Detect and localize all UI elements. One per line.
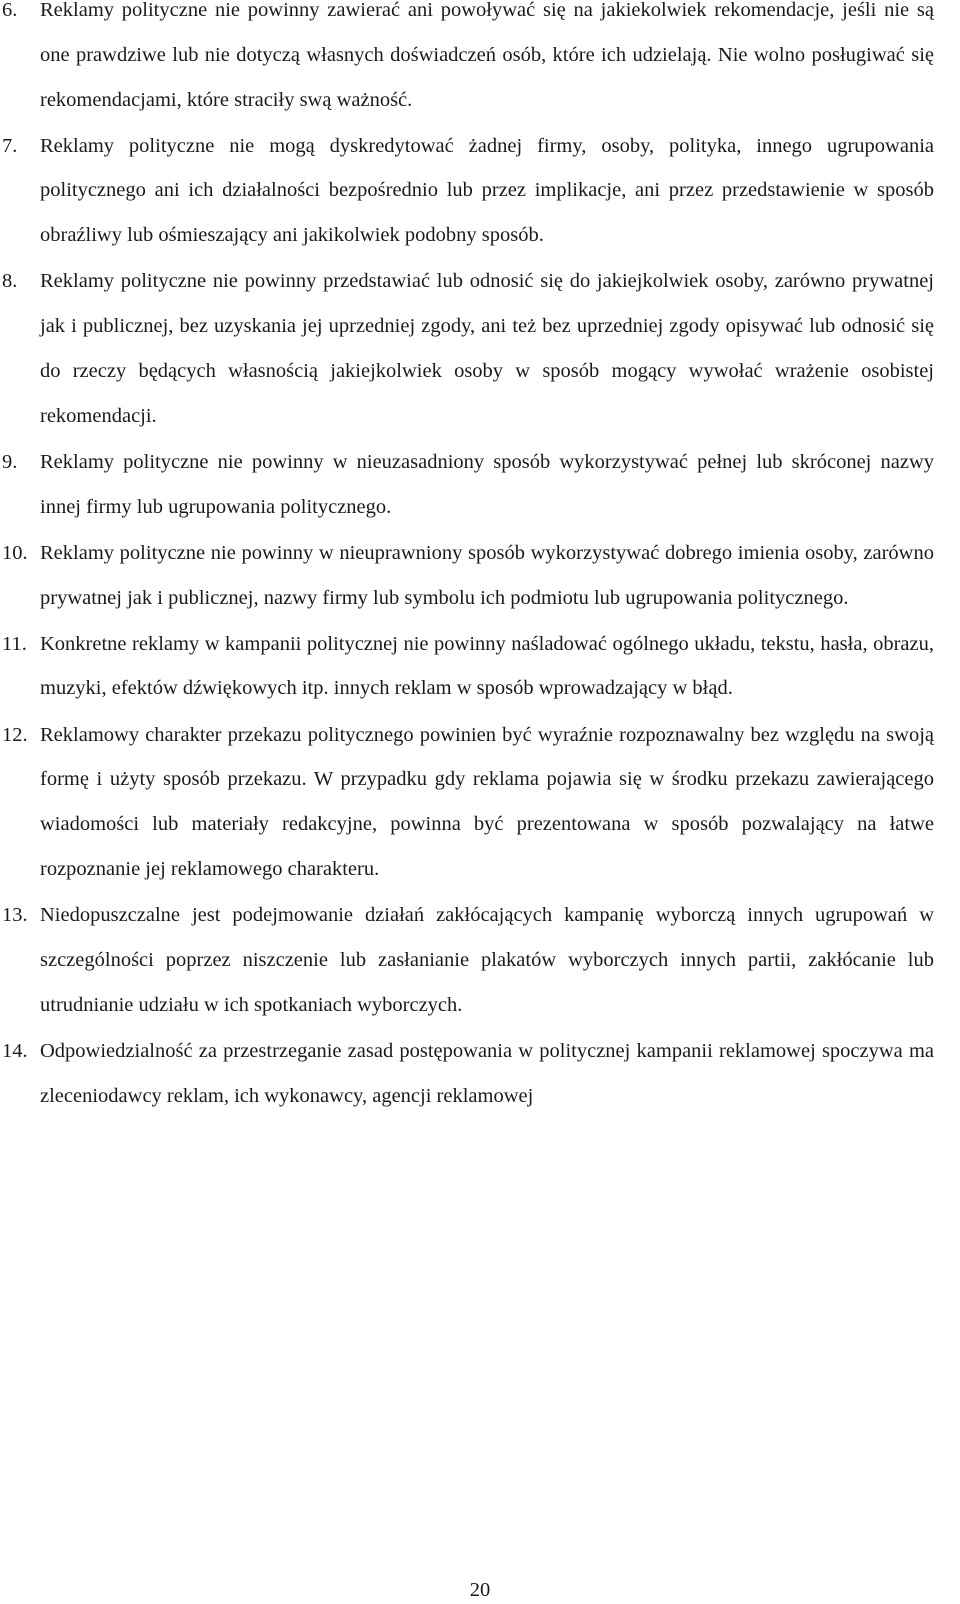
item-number: 12. [2, 723, 28, 746]
list-item [0, 531, 934, 621]
item-text: Konkretne reklamy w kampanii politycznej nie powinny naśladować ogólnego układu, tekstu, hasła, obrazu, muzyki, efektów dźwiękowych itp. innych reklam w sposób wprowadzający w błąd. [40, 632, 934, 700]
page-number: 20 [469, 1579, 491, 1601]
item-number: 14. [2, 1039, 28, 1062]
list-item [0, 440, 934, 530]
item-text: Reklamy polityczne nie powinny w nieuzasadniony sposób wykorzystywać pełnej lub skróconej nazwy innej firmy lub ugrupowania politycznego. [40, 450, 934, 518]
item-text: Reklamy polityczne nie powinny w nieuprawniony sposób wykorzystywać dobrego imienia osoby, zarówno prywatnej jak i publicznej, nazwy firmy lub symbolu ich podmiotu lub ugrupowania politycznego. [40, 541, 934, 609]
item-text: Reklamy polityczne nie powinny przedstawiać lub odnosić się do jakiejkolwiek osoby, zarówno prywatnej jak i publicznej, bez uzyskania jej uprzedniej zgody, ani też bez uprzedniej zgody opisywać lub odnosić się do rzeczy będących własnością jakiejkolwiek osoby w sposób mogący wywołać wrażenie osobistej rekomendacji. [40, 270, 934, 427]
item-number: 11. [2, 632, 27, 655]
item-text: Reklamy polityczne nie mogą dyskredytować żadnej firmy, osoby, polityka, innego ugrupowania politycznego ani ich działalności bezpośrednio lub przez implikacje, ani przez przedstawienie w sposób obraźliwy lub ośmieszający ani jakikolwiek podobny sposób. [40, 134, 934, 247]
list-item [0, 124, 934, 258]
item-text: Reklamowy charakter przekazu politycznego powinien być wyraźnie rozpoznawalny bez względu na swoją formę i użyty sposób przekazu. W przypadku gdy reklama pojawia się w środku przekazu zawierającego wiadomości lub materiały redakcyjne, powinna być prezentowana w sposób pozwalający na łatwe rozpoznanie jej reklamowego charakteru. [40, 723, 934, 880]
item-text: Niedopuszczalne jest podejmowanie działań zakłócających kampanię wyborczą innych ugrupowań w szczególności poprzez niszczenie lub zasłanianie plakatów wyborczych innych partii, zakłócanie lub utrudnianie udziału w ich spotkaniach wyborczych. [40, 904, 934, 1016]
item-number: 10. [2, 541, 28, 564]
item-text: Reklamy polityczne nie powinny zawierać ani powoływać się na jakiekolwiek rekomendacje, jeśli nie są one prawdziwe lub nie dotyczą własnych doświadczeń osób, które ich udzielają. Nie wolno posługiwać się rekomendacjami, które straciły swą ważność. [40, 0, 934, 111]
list-item [0, 259, 934, 438]
list-item [0, 713, 934, 892]
item-text: Odpowiedzialność za przestrzeganie zasad postępowania w politycznej kampanii reklamowej spoczywa ma zleceniodawcy reklam, ich wykonawcy, agencji reklamowej [40, 1039, 934, 1107]
item-number: 6. [2, 0, 18, 21]
item-number: 7. [2, 134, 18, 157]
list-item [0, 622, 934, 712]
list-item [0, 893, 934, 1027]
item-number: 9. [2, 450, 18, 473]
list-item [0, 0, 934, 122]
list-item [0, 1029, 934, 1119]
item-number: 13. [2, 904, 28, 927]
item-number: 8. [2, 270, 18, 293]
